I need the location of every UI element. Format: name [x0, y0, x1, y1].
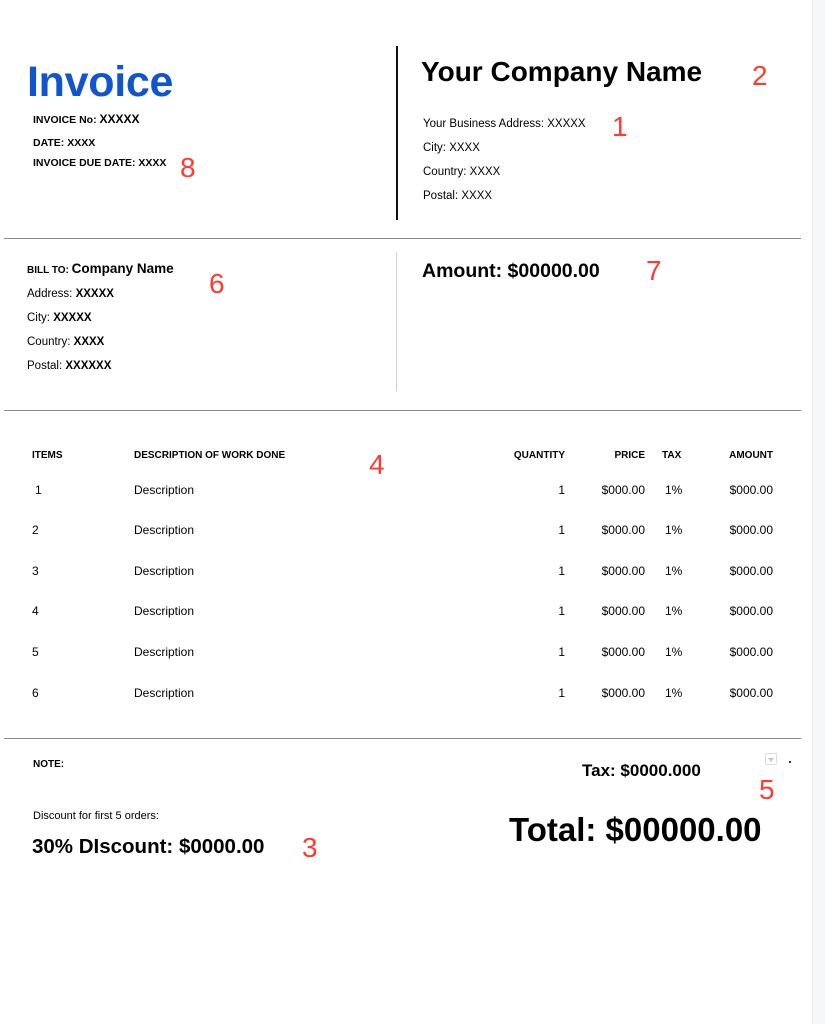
- row-description: Description: [134, 523, 195, 537]
- row-item-number: 1: [35, 483, 42, 497]
- bill-to-country-value: XXXX: [73, 336, 105, 348]
- row-price: $000.00: [601, 564, 645, 578]
- header-vertical-divider: [396, 46, 398, 220]
- row-quantity: 1: [558, 645, 565, 659]
- bill-to-postal-value: XXXXXX: [65, 360, 112, 372]
- annotation-marker-3: 3: [302, 832, 318, 863]
- row-amount: $000.00: [729, 483, 773, 497]
- invoice-date-label: DATE:: [33, 137, 65, 149]
- row-description: Description: [134, 686, 195, 700]
- row-price: $000.00: [601, 523, 645, 537]
- row-price: $000.00: [601, 645, 645, 659]
- row-description: Description: [134, 483, 195, 497]
- invoice-number-value: XXXXX: [99, 112, 140, 126]
- bill-to-label: BILL TO:: [27, 265, 69, 276]
- company-city[interactable]: City: XXXX: [423, 142, 480, 154]
- company-name[interactable]: Your Company Name: [421, 56, 703, 87]
- annotation-marker-4: 4: [369, 449, 385, 480]
- annotation-marker-1: 1: [612, 111, 628, 142]
- discount-amount[interactable]: 30% DIscount: $0000.00: [32, 835, 265, 858]
- row-amount: $000.00: [729, 523, 773, 537]
- column-header-description: DESCRIPTION OF WORK DONE: [134, 450, 286, 461]
- row-amount: $000.00: [729, 604, 773, 618]
- column-header-tax: TAX: [662, 450, 682, 461]
- dropdown-chevron-icon[interactable]: [765, 753, 777, 765]
- row-item-number: 6: [32, 686, 39, 700]
- invoice-date-line[interactable]: [33, 137, 95, 149]
- billing-vertical-divider: [396, 252, 397, 391]
- company-address[interactable]: Your Business Address: XXXXX: [423, 118, 586, 130]
- scrollbar-track[interactable]: [812, 0, 825, 1024]
- row-tax: 1%: [665, 564, 683, 578]
- bill-to-city-label: City:: [27, 312, 50, 324]
- invoice-due-date-line[interactable]: [33, 157, 166, 169]
- invoice-number-label: INVOICE No:: [33, 114, 97, 126]
- bill-to-country[interactable]: [27, 336, 104, 348]
- row-price: $000.00: [601, 686, 645, 700]
- row-item-number: 2: [32, 523, 39, 537]
- row-quantity: 1: [558, 564, 565, 578]
- row-tax: 1%: [665, 686, 683, 700]
- row-description: Description: [134, 604, 195, 618]
- row-quantity: 1: [558, 686, 565, 700]
- annotation-marker-7: 7: [646, 255, 662, 286]
- company-country[interactable]: Country: XXXX: [423, 166, 501, 178]
- section-divider: [4, 238, 801, 239]
- row-price: $000.00: [601, 483, 645, 497]
- invoice-due-date-label: INVOICE DUE DATE:: [33, 157, 136, 169]
- bill-to-address[interactable]: [27, 288, 114, 300]
- row-tax: 1%: [665, 604, 683, 618]
- bill-to-postal-label: Postal:: [27, 360, 63, 372]
- row-item-number: 4: [32, 604, 39, 618]
- discount-caption[interactable]: Discount for first 5 orders:: [33, 810, 159, 822]
- column-header-price: PRICE: [614, 450, 645, 461]
- row-description: Description: [134, 564, 195, 578]
- note-label[interactable]: NOTE:: [33, 759, 65, 770]
- row-tax: 1%: [665, 483, 683, 497]
- bill-to-address-label: Address:: [27, 288, 73, 300]
- row-item-number: 3: [32, 564, 39, 578]
- annotation-marker-5: 5: [759, 774, 775, 805]
- annotation-marker-6: 6: [209, 268, 225, 299]
- invoice-due-date-value: XXXX: [138, 157, 167, 169]
- row-amount: $000.00: [729, 686, 773, 700]
- grand-total[interactable]: Total: $00000.00: [509, 811, 762, 848]
- row-tax: 1%: [665, 523, 683, 537]
- section-divider: [4, 738, 801, 739]
- company-postal[interactable]: Postal: XXXX: [423, 190, 493, 202]
- bill-to-heading[interactable]: [27, 261, 174, 276]
- dot-marker-icon: [789, 761, 791, 763]
- column-header-quantity: QUANTITY: [513, 450, 565, 461]
- invoice-date-value: XXXX: [67, 137, 96, 149]
- row-item-number: 5: [32, 645, 39, 659]
- annotation-marker-2: 2: [752, 60, 768, 91]
- invoice-number-line[interactable]: [33, 112, 140, 126]
- column-header-amount: AMOUNT: [729, 450, 773, 461]
- bill-to-city-value: XXXXX: [53, 312, 92, 324]
- column-header-items: ITEMS: [32, 450, 63, 461]
- bill-to-company-name: Company Name: [71, 261, 174, 276]
- row-tax: 1%: [665, 645, 683, 659]
- row-quantity: 1: [558, 604, 565, 618]
- row-amount: $000.00: [729, 645, 773, 659]
- row-quantity: 1: [558, 483, 565, 497]
- annotation-marker-8: 8: [180, 152, 196, 183]
- row-price: $000.00: [601, 604, 645, 618]
- bill-to-city[interactable]: [27, 312, 92, 324]
- invoice-title[interactable]: Invoice: [27, 58, 174, 106]
- row-amount: $000.00: [729, 564, 773, 578]
- row-quantity: 1: [558, 523, 565, 537]
- section-divider: [4, 410, 801, 411]
- row-description: Description: [134, 645, 195, 659]
- tax-total[interactable]: Tax: $0000.000: [582, 761, 701, 780]
- amount-due[interactable]: Amount: $00000.00: [422, 260, 600, 282]
- bill-to-country-label: Country:: [27, 336, 71, 348]
- bill-to-postal[interactable]: [27, 360, 111, 372]
- bill-to-address-value: XXXXX: [75, 288, 114, 300]
